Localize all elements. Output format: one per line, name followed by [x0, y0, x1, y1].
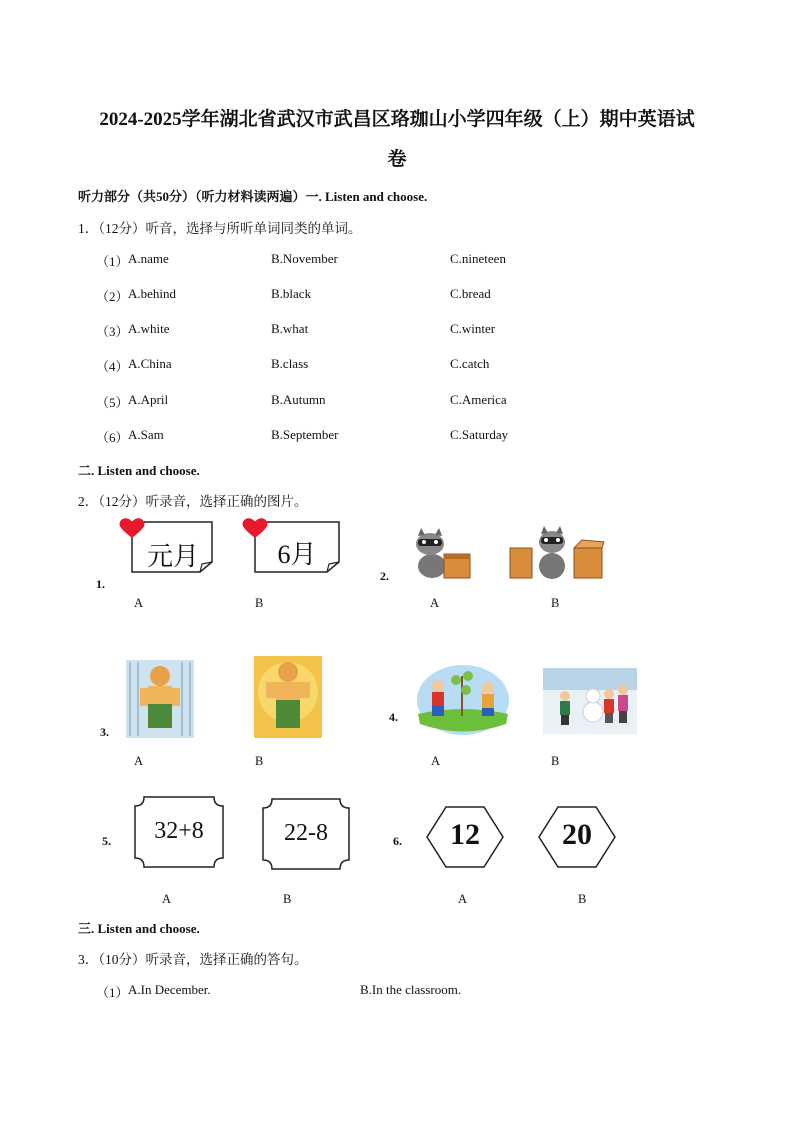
- q1-option-b[interactable]: B.class: [271, 356, 309, 371]
- q3-option-b[interactable]: B.In the classroom.: [360, 982, 462, 997]
- q1-option-b[interactable]: B.Autumn: [271, 392, 326, 407]
- q2-item-number: 1.: [96, 577, 105, 591]
- section-heading-2: 二. Listen and choose.: [78, 463, 200, 478]
- q1-option-c[interactable]: C.America: [450, 392, 507, 407]
- math-card-text-b: 22-8: [284, 820, 328, 846]
- question-1-stem: 1．（12分）听音，选择与所听单词同类的单词。: [78, 221, 362, 236]
- number-hexagon-a[interactable]: [426, 806, 504, 868]
- math-card-text-a: 32+8: [154, 818, 204, 844]
- q1-option-c[interactable]: C.bread: [450, 286, 491, 301]
- choice-label-a: A: [162, 892, 172, 906]
- q2-item-number: 3.: [100, 725, 109, 739]
- q1-option-c[interactable]: C.winter: [450, 321, 496, 336]
- q2-item-number: 5.: [102, 834, 111, 848]
- number-hexagon-text-a: 12: [450, 818, 480, 851]
- q1-option-a[interactable]: A.April: [128, 392, 169, 407]
- q1-option-b[interactable]: B.what: [271, 321, 309, 336]
- calendar-card-b[interactable]: [241, 518, 341, 574]
- raccoon-between-boxes-picture[interactable]: [508, 526, 606, 582]
- q3-option-a[interactable]: A.In December.: [128, 982, 211, 997]
- choice-label-b: B: [255, 754, 264, 768]
- number-hexagon-text-b: 20: [562, 818, 592, 851]
- tiger-rain-picture[interactable]: [126, 660, 194, 738]
- page-title-continued: 卷: [387, 149, 407, 170]
- choice-label-b: B: [578, 892, 587, 906]
- calendar-text-a: 元月: [146, 542, 199, 571]
- q1-option-a[interactable]: A.behind: [128, 286, 177, 301]
- choice-label-a: A: [430, 596, 440, 610]
- choice-label-b: B: [255, 596, 264, 610]
- q1-row-number: （6）: [96, 430, 129, 445]
- q2-item-number: 6.: [393, 834, 402, 848]
- q1-option-a[interactable]: A.Sam: [128, 427, 164, 442]
- spring-planting-picture[interactable]: [416, 664, 510, 736]
- calendar-text-b: 6月: [277, 540, 317, 569]
- q1-option-c[interactable]: C.nineteen: [450, 251, 506, 266]
- q1-row-number: （1）: [96, 254, 129, 269]
- choice-label-a: A: [431, 754, 441, 768]
- section-heading-3: 三. Listen and choose.: [78, 921, 200, 936]
- question-3-stem: 3．（10分）听录音，选择正确的答句。: [78, 952, 308, 967]
- choice-label-a: A: [458, 892, 468, 906]
- winter-snowman-picture[interactable]: [543, 668, 637, 734]
- math-card-a[interactable]: [134, 796, 224, 868]
- q1-option-b[interactable]: B.black: [271, 286, 312, 301]
- choice-label-a: A: [134, 596, 144, 610]
- raccoon-behind-box-picture[interactable]: [410, 526, 472, 582]
- q1-row-number: （3）: [96, 324, 129, 339]
- q1-option-a[interactable]: A.China: [128, 356, 172, 371]
- calendar-card-a[interactable]: [118, 518, 218, 574]
- q2-item-number: 4.: [389, 710, 398, 724]
- q1-row-number: （2）: [96, 289, 129, 304]
- q1-option-a[interactable]: A.white: [128, 321, 170, 336]
- q1-option-a[interactable]: A.name: [128, 251, 169, 266]
- q1-option-c[interactable]: C.catch: [450, 356, 490, 371]
- q2-item-number: 2.: [380, 569, 389, 583]
- tiger-sun-picture[interactable]: [254, 656, 322, 738]
- q1-option-c[interactable]: C.Saturday: [450, 427, 509, 442]
- choice-label-b: B: [551, 596, 560, 610]
- page-title: 2024-2025学年湖北省武汉市武昌区珞珈山小学四年级（上）期中英语试: [99, 109, 695, 130]
- q1-option-b[interactable]: B.September: [271, 427, 339, 442]
- choice-label-b: B: [283, 892, 292, 906]
- choice-label-a: A: [134, 754, 144, 768]
- q3-row-number: （1）: [96, 985, 129, 1000]
- q1-option-b[interactable]: B.November: [271, 251, 338, 266]
- q1-row-number: （5）: [96, 395, 129, 410]
- q1-row-number: （4）: [96, 359, 129, 374]
- section-heading-listening: 听力部分（共50分）（听力材料读两遍）一. Listen and choose.: [78, 189, 428, 204]
- choice-label-b: B: [551, 754, 560, 768]
- number-hexagon-b[interactable]: [538, 806, 616, 868]
- math-card-b[interactable]: [262, 798, 350, 870]
- question-2-stem: 2．（12分）听录音，选择正确的图片。: [78, 494, 308, 509]
